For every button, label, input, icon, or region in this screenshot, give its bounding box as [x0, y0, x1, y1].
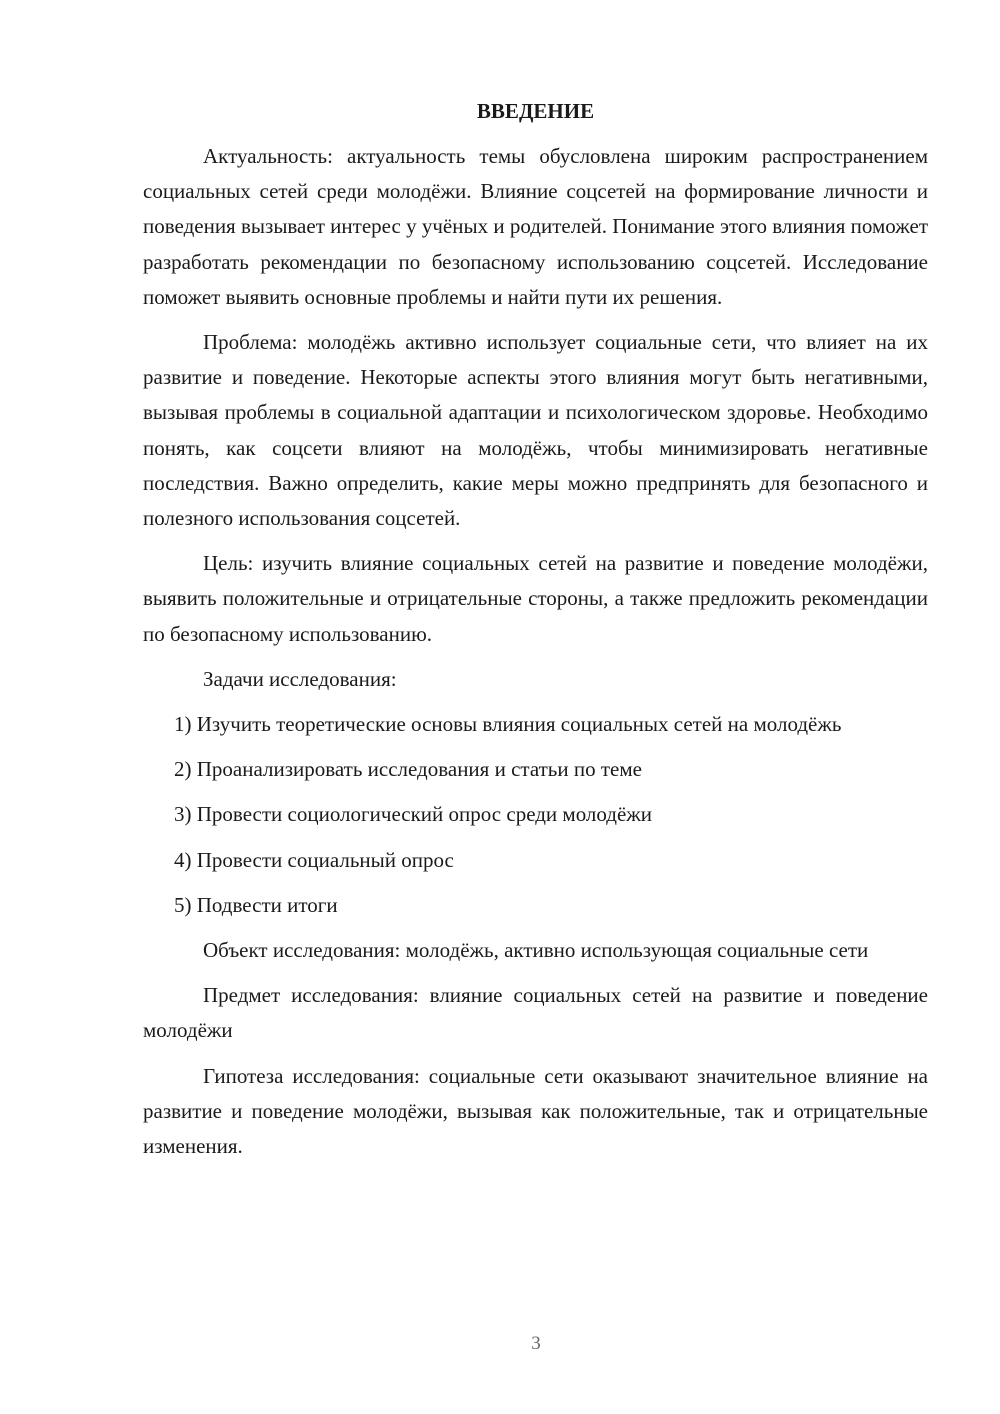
tasks-label: Задачи исследования:	[203, 666, 397, 691]
relevance-paragraph: Актуальность: актуальность темы обусловлена широким распространением социальных сетей среди молодёжи. Влияние соцсетей на формирование личности и поведения вызывает интерес у учёных и родителей. Понимание этого влияния поможет разработать рекомендации по безопасному использованию соцсетей. Исследование поможет выявить основные проблемы и найти пути их решения.	[143, 144, 928, 309]
page-number: 3	[531, 1333, 541, 1354]
hypothesis-paragraph: Гипотеза исследования: социальные сети оказывают значительное влияние на развитие и поведение молодёжи, вызывая как положительные, так и отрицательные изменения.	[143, 1063, 928, 1159]
task-item: 2) Проанализировать исследования и статьи по теме	[174, 757, 642, 782]
task-item: 4) Провести социальный опрос	[174, 847, 454, 872]
page-content	[143, 94, 928, 1174]
section-heading: ВВЕДЕНИЕ	[476, 99, 595, 123]
subject-paragraph: Предмет исследования: влияние социальных сетей на развитие и поведение молодёжи	[143, 983, 928, 1043]
task-item: 5) Подвести итоги	[174, 892, 338, 917]
task-item: 1) Изучить теоретические основы влияния социальных сетей на молодёжь	[174, 712, 842, 737]
problem-paragraph: Проблема: молодёжь активно использует социальные сети, что влияет на их развитие и поведение. Некоторые аспекты этого влияния могут быть негативными, вызывая проблемы в социальной адаптации и психологическом здоровье. Необходимо понять, как соцсети влияют на молодёжь, чтобы минимизировать негативные последствия. Важно определить, какие меры можно предпринять для безопасного и полезного использования соцсетей.	[143, 330, 928, 531]
goal-paragraph: Цель: изучить влияние социальных сетей на развитие и поведение молодёжи, выявить положительные и отрицательные стороны, а также предложить рекомендации по безопасному использованию.	[143, 551, 928, 646]
object-paragraph: Объект исследования: молодёжь, активно использующая социальные сети	[203, 938, 869, 963]
task-item: 3) Провести социологический опрос среди молодёжи	[174, 802, 653, 827]
